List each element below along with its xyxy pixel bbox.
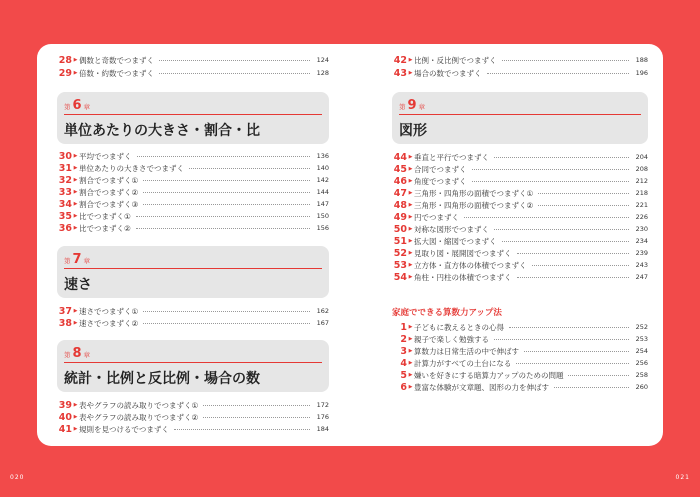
chapter-rule <box>64 114 322 115</box>
entry-title: 三角形・四角形の面積でつまずく① <box>414 188 534 198</box>
entry-number: 51 <box>393 235 407 247</box>
entry-page: 196 <box>635 69 648 77</box>
section-title: 家庭でできる算数力アップ法 <box>392 308 502 318</box>
toc-entry[interactable] <box>57 186 329 198</box>
leader-dots <box>174 429 310 430</box>
arrow-icon: ▶ <box>408 372 413 378</box>
entry-page: 247 <box>635 273 648 281</box>
arrow-icon: ▶ <box>73 320 78 326</box>
arrow-icon: ▶ <box>408 348 413 354</box>
leader-dots <box>136 216 310 217</box>
chapter-rule <box>64 268 322 269</box>
toc-entry[interactable] <box>392 235 648 247</box>
toc-entry[interactable] <box>392 259 648 271</box>
entry-number: 50 <box>393 223 407 235</box>
entry-page: 258 <box>635 371 648 379</box>
leader-dots <box>143 204 310 205</box>
entry-page: 136 <box>316 152 329 160</box>
entry-title: 算数力は日常生活の中で伸ばす <box>414 346 519 356</box>
toc-entry[interactable] <box>57 222 329 234</box>
entry-title: 比でつまずく② <box>79 223 131 233</box>
entry-page: 167 <box>316 319 329 327</box>
entry-page: 188 <box>635 56 648 64</box>
entry-title: 嫌いを好きにする暗算力アップのための問題 <box>414 370 564 380</box>
entry-number: 6 <box>400 381 407 393</box>
entry-number: 37 <box>58 305 72 317</box>
arrow-icon: ▶ <box>408 238 413 244</box>
toc-entry[interactable] <box>57 198 329 210</box>
toc-entry[interactable] <box>392 271 648 283</box>
chapter-header <box>392 92 648 144</box>
toc-entry[interactable] <box>392 67 648 79</box>
arrow-icon: ▶ <box>408 384 413 390</box>
entry-page: 212 <box>635 177 648 185</box>
toc-entry[interactable] <box>392 151 648 163</box>
leader-dots <box>516 363 629 364</box>
arrow-icon: ▶ <box>408 360 413 366</box>
leader-dots <box>532 265 630 266</box>
entry-title: 対称な図形でつまずく <box>414 224 489 234</box>
entry-title: 計算力がすべての土台になる <box>414 358 512 368</box>
chapter-label: 第 7 章 <box>64 252 91 267</box>
toc-entry[interactable] <box>392 381 648 393</box>
entry-number: 40 <box>58 411 72 423</box>
entry-number: 34 <box>58 198 72 210</box>
arrow-icon: ▶ <box>408 166 413 172</box>
arrow-icon: ▶ <box>408 154 413 160</box>
chapter-header <box>57 246 329 298</box>
arrow-icon: ▶ <box>408 274 413 280</box>
entry-page: 218 <box>635 189 648 197</box>
chapter-label: 第 8 章 <box>64 346 91 361</box>
arrow-icon: ▶ <box>73 426 78 432</box>
toc-entry[interactable] <box>392 187 648 199</box>
leader-dots <box>538 193 629 194</box>
entry-number: 43 <box>393 67 407 79</box>
arrow-icon: ▶ <box>408 70 413 76</box>
entry-page: 260 <box>635 383 648 391</box>
entry-title: 表やグラフの読み取りでつまずく① <box>79 400 199 410</box>
entry-title: 角度でつまずく <box>414 176 467 186</box>
entry-page: 226 <box>635 213 648 221</box>
entry-number: 42 <box>393 54 407 66</box>
arrow-icon: ▶ <box>408 262 413 268</box>
chapter-title: 速さ <box>64 277 92 293</box>
arrow-icon: ▶ <box>408 178 413 184</box>
entry-title: 比でつまずく① <box>79 211 131 221</box>
toc-entry[interactable] <box>57 54 329 66</box>
page-number-right: 021 <box>675 474 690 481</box>
entry-page: 184 <box>316 425 329 433</box>
chapter-title: 図形 <box>399 123 427 139</box>
toc-entry[interactable] <box>392 333 648 345</box>
chapter-rule <box>64 362 322 363</box>
entry-page: 243 <box>635 261 648 269</box>
entry-title: 立方体・直方体の体積でつまずく <box>414 260 527 270</box>
arrow-icon: ▶ <box>73 153 78 159</box>
entry-title: 円でつまずく <box>414 212 459 222</box>
entry-title: 垂直と平行でつまずく <box>414 152 489 162</box>
entry-page: 176 <box>316 413 329 421</box>
entry-page: 172 <box>316 401 329 409</box>
entry-title: 速さでつまずく② <box>79 318 139 328</box>
arrow-icon: ▶ <box>408 336 413 342</box>
entry-number: 52 <box>393 247 407 259</box>
leader-dots <box>538 205 629 206</box>
leader-dots <box>494 229 629 230</box>
entry-title: 速さでつまずく① <box>79 306 139 316</box>
toc-entry[interactable] <box>57 67 329 79</box>
entry-title: 偶数と奇数でつまずく <box>79 55 154 65</box>
toc-entry[interactable] <box>57 174 329 186</box>
chapter-label: 第 6 章 <box>64 98 91 113</box>
leader-dots <box>189 168 310 169</box>
arrow-icon: ▶ <box>408 190 413 196</box>
toc-entry[interactable] <box>392 54 648 66</box>
arrow-icon: ▶ <box>408 250 413 256</box>
entry-number: 38 <box>58 317 72 329</box>
entry-title: 割合でつまずく③ <box>79 199 139 209</box>
entry-page: 204 <box>635 153 648 161</box>
toc-entry[interactable] <box>57 162 329 174</box>
entry-number: 2 <box>400 333 407 345</box>
leader-dots <box>143 180 310 181</box>
entry-page: 254 <box>635 347 648 355</box>
toc-entry[interactable] <box>392 345 648 357</box>
leader-dots <box>472 169 630 170</box>
toc-entry[interactable] <box>57 210 329 222</box>
entry-page: 221 <box>635 201 648 209</box>
arrow-icon: ▶ <box>408 214 413 220</box>
leader-dots <box>502 241 630 242</box>
chapter-title: 統計・比例と反比例・場合の数 <box>64 371 260 387</box>
entry-page: 128 <box>316 69 329 77</box>
toc-entry[interactable] <box>57 305 329 317</box>
entry-number: 54 <box>393 271 407 283</box>
entry-number: 28 <box>58 54 72 66</box>
entry-page: 150 <box>316 212 329 220</box>
leader-dots <box>203 417 310 418</box>
entry-number: 29 <box>58 67 72 79</box>
leader-dots <box>524 351 629 352</box>
toc-page <box>37 44 663 446</box>
leader-dots <box>143 192 310 193</box>
entry-page: 124 <box>316 56 329 64</box>
toc-entry[interactable] <box>392 199 648 211</box>
entry-number: 41 <box>58 423 72 435</box>
entry-title: 拡大図・縮図でつまずく <box>414 236 497 246</box>
arrow-icon: ▶ <box>73 225 78 231</box>
entry-page: 147 <box>316 200 329 208</box>
entry-page: 256 <box>635 359 648 367</box>
arrow-icon: ▶ <box>408 57 413 63</box>
leader-dots <box>509 327 629 328</box>
page-number-left: 020 <box>10 474 25 481</box>
entry-page: 142 <box>316 176 329 184</box>
entry-number: 33 <box>58 186 72 198</box>
entry-page: 230 <box>635 225 648 233</box>
leader-dots <box>494 157 629 158</box>
entry-number: 44 <box>393 151 407 163</box>
entry-page: 144 <box>316 188 329 196</box>
chapter-header <box>57 92 329 144</box>
entry-page: 162 <box>316 307 329 315</box>
arrow-icon: ▶ <box>73 177 78 183</box>
leader-dots <box>203 405 310 406</box>
arrow-icon: ▶ <box>73 414 78 420</box>
entry-title: 単位あたりの大きさでつまずく <box>79 163 184 173</box>
toc-entry[interactable] <box>392 369 648 381</box>
leader-dots <box>517 253 630 254</box>
entry-page: 253 <box>635 335 648 343</box>
arrow-icon: ▶ <box>408 226 413 232</box>
leader-dots <box>568 375 629 376</box>
entry-title: 割合でつまずく② <box>79 187 139 197</box>
entry-number: 48 <box>393 199 407 211</box>
entry-number: 31 <box>58 162 72 174</box>
entry-page: 239 <box>635 249 648 257</box>
entry-page: 156 <box>316 224 329 232</box>
entry-number: 5 <box>400 369 407 381</box>
toc-entry[interactable] <box>392 247 648 259</box>
arrow-icon: ▶ <box>73 57 78 63</box>
leader-dots <box>137 156 311 157</box>
entry-title: 比例・反比例でつまずく <box>414 55 497 65</box>
arrow-icon: ▶ <box>73 308 78 314</box>
toc-entry[interactable] <box>392 211 648 223</box>
leader-dots <box>143 311 310 312</box>
toc-entry[interactable] <box>57 423 329 435</box>
toc-entry[interactable] <box>392 223 648 235</box>
leader-dots <box>502 60 630 61</box>
entry-title: 倍数・約数でつまずく <box>79 68 154 78</box>
leader-dots <box>143 323 310 324</box>
leader-dots <box>472 181 630 182</box>
leader-dots <box>554 387 629 388</box>
entry-title: 三角形・四角形の面積でつまずく② <box>414 200 534 210</box>
arrow-icon: ▶ <box>73 165 78 171</box>
entry-number: 47 <box>393 187 407 199</box>
chapter-header <box>57 340 329 392</box>
entry-title: 親子で楽しく勉強する <box>414 334 489 344</box>
entry-number: 4 <box>400 357 407 369</box>
leader-dots <box>494 339 629 340</box>
leader-dots <box>517 277 630 278</box>
arrow-icon: ▶ <box>408 324 413 330</box>
arrow-icon: ▶ <box>73 201 78 207</box>
entry-number: 32 <box>58 174 72 186</box>
chapter-label: 第 9 章 <box>399 98 426 113</box>
leader-dots <box>159 73 310 74</box>
entry-number: 53 <box>393 259 407 271</box>
chapter-title: 単位あたりの大きさ・割合・比 <box>64 123 260 139</box>
entry-number: 30 <box>58 150 72 162</box>
toc-entry[interactable] <box>392 163 648 175</box>
leader-dots <box>159 60 310 61</box>
toc-entry[interactable] <box>57 317 329 329</box>
entry-title: 表やグラフの読み取りでつまずく② <box>79 412 199 422</box>
entry-title: 角柱・円柱の体積でつまずく <box>414 272 512 282</box>
toc-entry[interactable] <box>392 175 648 187</box>
chapter-rule <box>399 114 641 115</box>
entry-title: 規則を見つけるでつまずく <box>79 424 169 434</box>
entry-title: 合同でつまずく <box>414 164 467 174</box>
entry-number: 3 <box>400 345 407 357</box>
toc-entry[interactable] <box>57 150 329 162</box>
entry-page: 234 <box>635 237 648 245</box>
leader-dots <box>487 73 630 74</box>
arrow-icon: ▶ <box>408 202 413 208</box>
entry-number: 35 <box>58 210 72 222</box>
entry-title: 平均でつまずく <box>79 151 132 161</box>
toc-entry[interactable] <box>57 399 329 411</box>
entry-title: 豊富な体験が文章題、図形の力を伸ばす <box>414 382 549 392</box>
toc-entry[interactable] <box>392 357 648 369</box>
arrow-icon: ▶ <box>73 213 78 219</box>
entry-number: 1 <box>400 321 407 333</box>
arrow-icon: ▶ <box>73 402 78 408</box>
entry-number: 49 <box>393 211 407 223</box>
entry-title: 子どもに教えるときの心得 <box>414 322 504 332</box>
toc-entry[interactable] <box>57 411 329 423</box>
entry-number: 45 <box>393 163 407 175</box>
entry-number: 39 <box>58 399 72 411</box>
toc-entry[interactable] <box>392 321 648 333</box>
entry-number: 46 <box>393 175 407 187</box>
entry-number: 36 <box>58 222 72 234</box>
entry-title: 見取り図・展開図でつまずく <box>414 248 512 258</box>
entry-page: 208 <box>635 165 648 173</box>
entry-title: 割合でつまずく① <box>79 175 139 185</box>
leader-dots <box>464 217 629 218</box>
leader-dots <box>136 228 310 229</box>
arrow-icon: ▶ <box>73 189 78 195</box>
entry-page: 140 <box>316 164 329 172</box>
arrow-icon: ▶ <box>73 70 78 76</box>
entry-title: 場合の数でつまずく <box>414 68 482 78</box>
entry-page: 252 <box>635 323 648 331</box>
